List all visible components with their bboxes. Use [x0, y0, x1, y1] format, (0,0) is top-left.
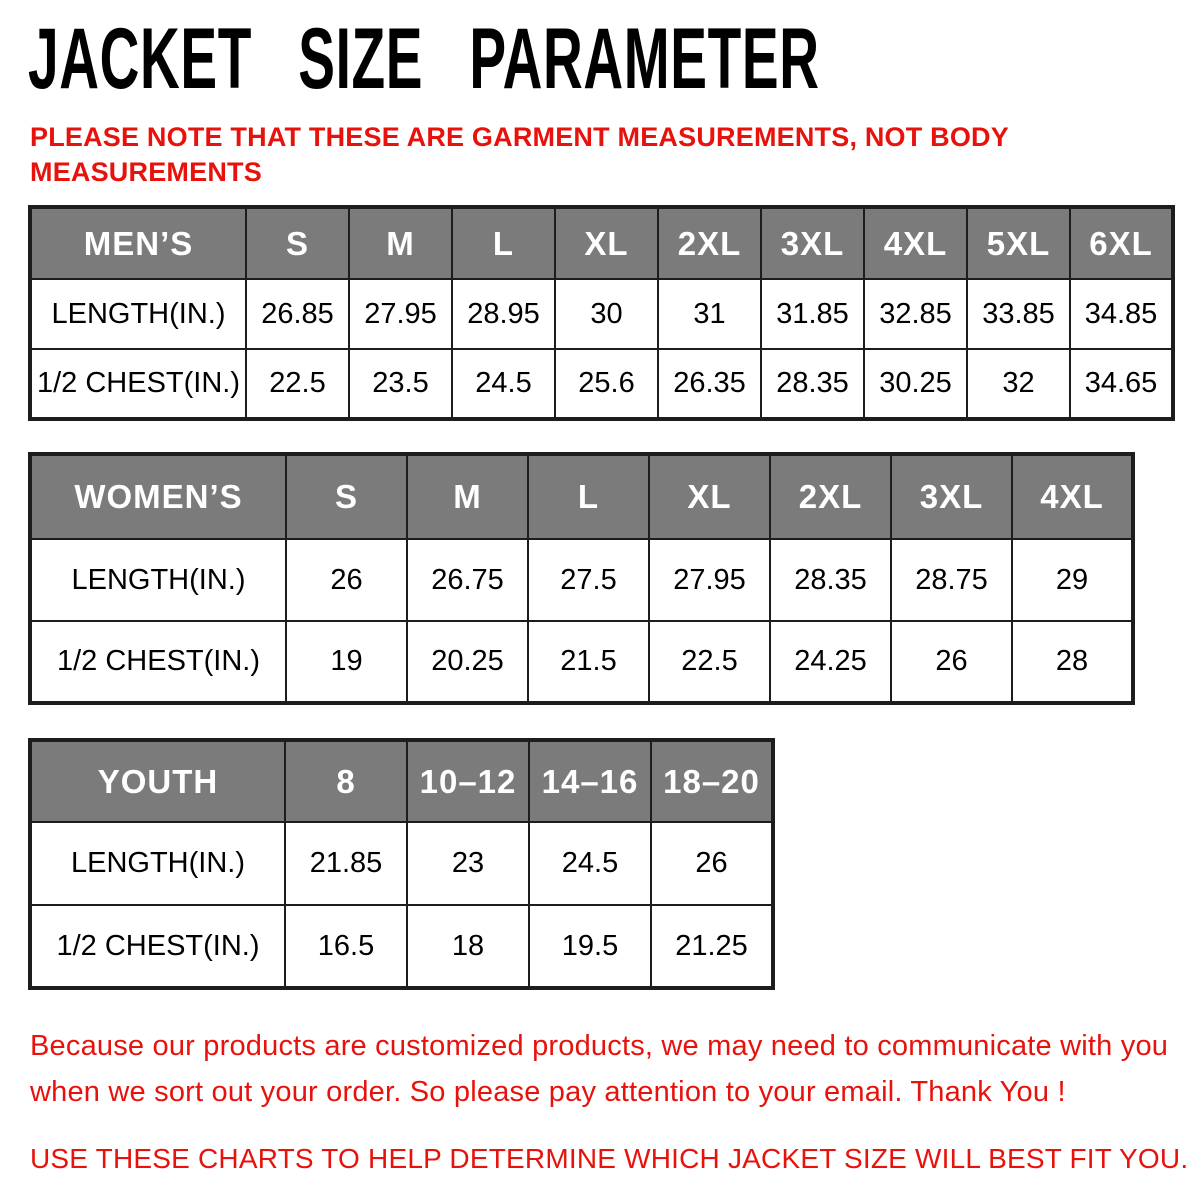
customization-notice — [30, 1023, 1200, 1116]
mens-size-column-header: S — [246, 207, 349, 279]
page-title-text: JACKET SIZE PARAMETER — [28, 11, 820, 107]
note-line-2: MEASUREMENTS — [30, 156, 262, 187]
size-value-cell: 28.35 — [770, 539, 891, 621]
mens-size-column-header: 6XL — [1070, 207, 1173, 279]
size-value-cell: 27.5 — [528, 539, 649, 621]
youth-table-title-cell: YOUTH — [30, 740, 285, 822]
size-value-cell: 32.85 — [864, 279, 967, 349]
size-value-cell: 28 — [1012, 621, 1133, 703]
size-value-cell: 30 — [555, 279, 658, 349]
mens-size-column-header: XL — [555, 207, 658, 279]
size-value-cell: 28.75 — [891, 539, 1012, 621]
measurement-row-label: 1/2 CHEST(IN.) — [30, 621, 286, 703]
womens-measurement-row — [30, 621, 1133, 703]
garment-measurement-note — [30, 120, 1200, 189]
mens-size-column-header: L — [452, 207, 555, 279]
size-value-cell: 33.85 — [967, 279, 1070, 349]
size-value-cell: 23.5 — [349, 349, 452, 419]
womens-table-title-cell: WOMEN’S — [30, 454, 286, 539]
mens-size-column-header: 3XL — [761, 207, 864, 279]
jacket-size-chart-page — [0, 11, 1200, 1200]
size-value-cell: 25.6 — [555, 349, 658, 419]
size-value-cell: 19.5 — [529, 905, 651, 988]
womens-header-row — [30, 454, 1133, 539]
size-value-cell: 21.5 — [528, 621, 649, 703]
size-value-cell: 26 — [651, 822, 773, 905]
youth-measurement-row — [30, 822, 773, 905]
mens-header-row — [30, 207, 1173, 279]
size-value-cell: 22.5 — [246, 349, 349, 419]
size-value-cell: 18 — [407, 905, 529, 988]
size-value-cell: 23 — [407, 822, 529, 905]
size-value-cell: 31.85 — [761, 279, 864, 349]
size-value-cell: 19 — [286, 621, 407, 703]
womens-size-column-header: S — [286, 454, 407, 539]
womens-measurement-row — [30, 539, 1133, 621]
mens-size-column-header: 4XL — [864, 207, 967, 279]
womens-size-table — [28, 452, 1135, 705]
size-value-cell: 24.5 — [529, 822, 651, 905]
youth-header-row — [30, 740, 773, 822]
customization-notice-line-2: when we sort out your order. So please pay attention to your email. Thank You ! — [30, 1076, 1066, 1109]
size-value-cell: 34.85 — [1070, 279, 1173, 349]
measurement-row-label: 1/2 CHEST(IN.) — [30, 905, 285, 988]
mens-measurement-row — [30, 279, 1173, 349]
youth-size-column-header: 8 — [285, 740, 407, 822]
size-value-cell: 26 — [286, 539, 407, 621]
youth-size-column-header: 10–12 — [407, 740, 529, 822]
size-value-cell: 30.25 — [864, 349, 967, 419]
size-tables-container — [0, 205, 1200, 990]
size-value-cell: 24.5 — [452, 349, 555, 419]
size-value-cell: 28.95 — [452, 279, 555, 349]
womens-size-column-header: 3XL — [891, 454, 1012, 539]
size-value-cell: 28.35 — [761, 349, 864, 419]
youth-measurement-row — [30, 905, 773, 988]
size-value-cell: 26.85 — [246, 279, 349, 349]
size-value-cell: 34.65 — [1070, 349, 1173, 419]
womens-size-column-header: XL — [649, 454, 770, 539]
size-value-cell: 31 — [658, 279, 761, 349]
size-value-cell: 32 — [967, 349, 1070, 419]
size-value-cell: 29 — [1012, 539, 1133, 621]
chart-usage-note: USE THESE CHARTS TO HELP DETERMINE WHICH JACKET SIZE WILL BEST FIT YOU. — [30, 1142, 1189, 1174]
mens-size-column-header: M — [349, 207, 452, 279]
customization-notice-line-1: Because our products are customized products, we may need to communicate with you — [30, 1030, 1169, 1063]
size-value-cell: 16.5 — [285, 905, 407, 988]
mens-size-column-header: 2XL — [658, 207, 761, 279]
mens-size-column-header: 5XL — [967, 207, 1070, 279]
mens-measurement-row — [30, 349, 1173, 419]
womens-size-column-header: L — [528, 454, 649, 539]
page-title — [28, 11, 1200, 107]
size-value-cell: 21.85 — [285, 822, 407, 905]
size-value-cell: 26.35 — [658, 349, 761, 419]
size-value-cell: 20.25 — [407, 621, 528, 703]
mens-size-table — [28, 205, 1175, 421]
size-value-cell: 21.25 — [651, 905, 773, 988]
youth-size-column-header: 14–16 — [529, 740, 651, 822]
measurement-row-label: 1/2 CHEST(IN.) — [30, 349, 246, 419]
measurement-row-label: LENGTH(IN.) — [30, 279, 246, 349]
womens-size-column-header: 4XL — [1012, 454, 1133, 539]
youth-size-table — [28, 738, 775, 990]
size-value-cell: 27.95 — [649, 539, 770, 621]
womens-size-column-header: 2XL — [770, 454, 891, 539]
womens-size-column-header: M — [407, 454, 528, 539]
measurement-row-label: LENGTH(IN.) — [30, 822, 285, 905]
note-line-1: PLEASE NOTE THAT THESE ARE GARMENT MEASUREMENTS, NOT BODY — [30, 122, 1009, 152]
size-value-cell: 24.25 — [770, 621, 891, 703]
size-value-cell: 22.5 — [649, 621, 770, 703]
youth-size-column-header: 18–20 — [651, 740, 773, 822]
size-value-cell: 27.95 — [349, 279, 452, 349]
mens-table-title-cell: MEN’S — [30, 207, 246, 279]
size-value-cell: 26.75 — [407, 539, 528, 621]
size-value-cell: 26 — [891, 621, 1012, 703]
measurement-row-label: LENGTH(IN.) — [30, 539, 286, 621]
